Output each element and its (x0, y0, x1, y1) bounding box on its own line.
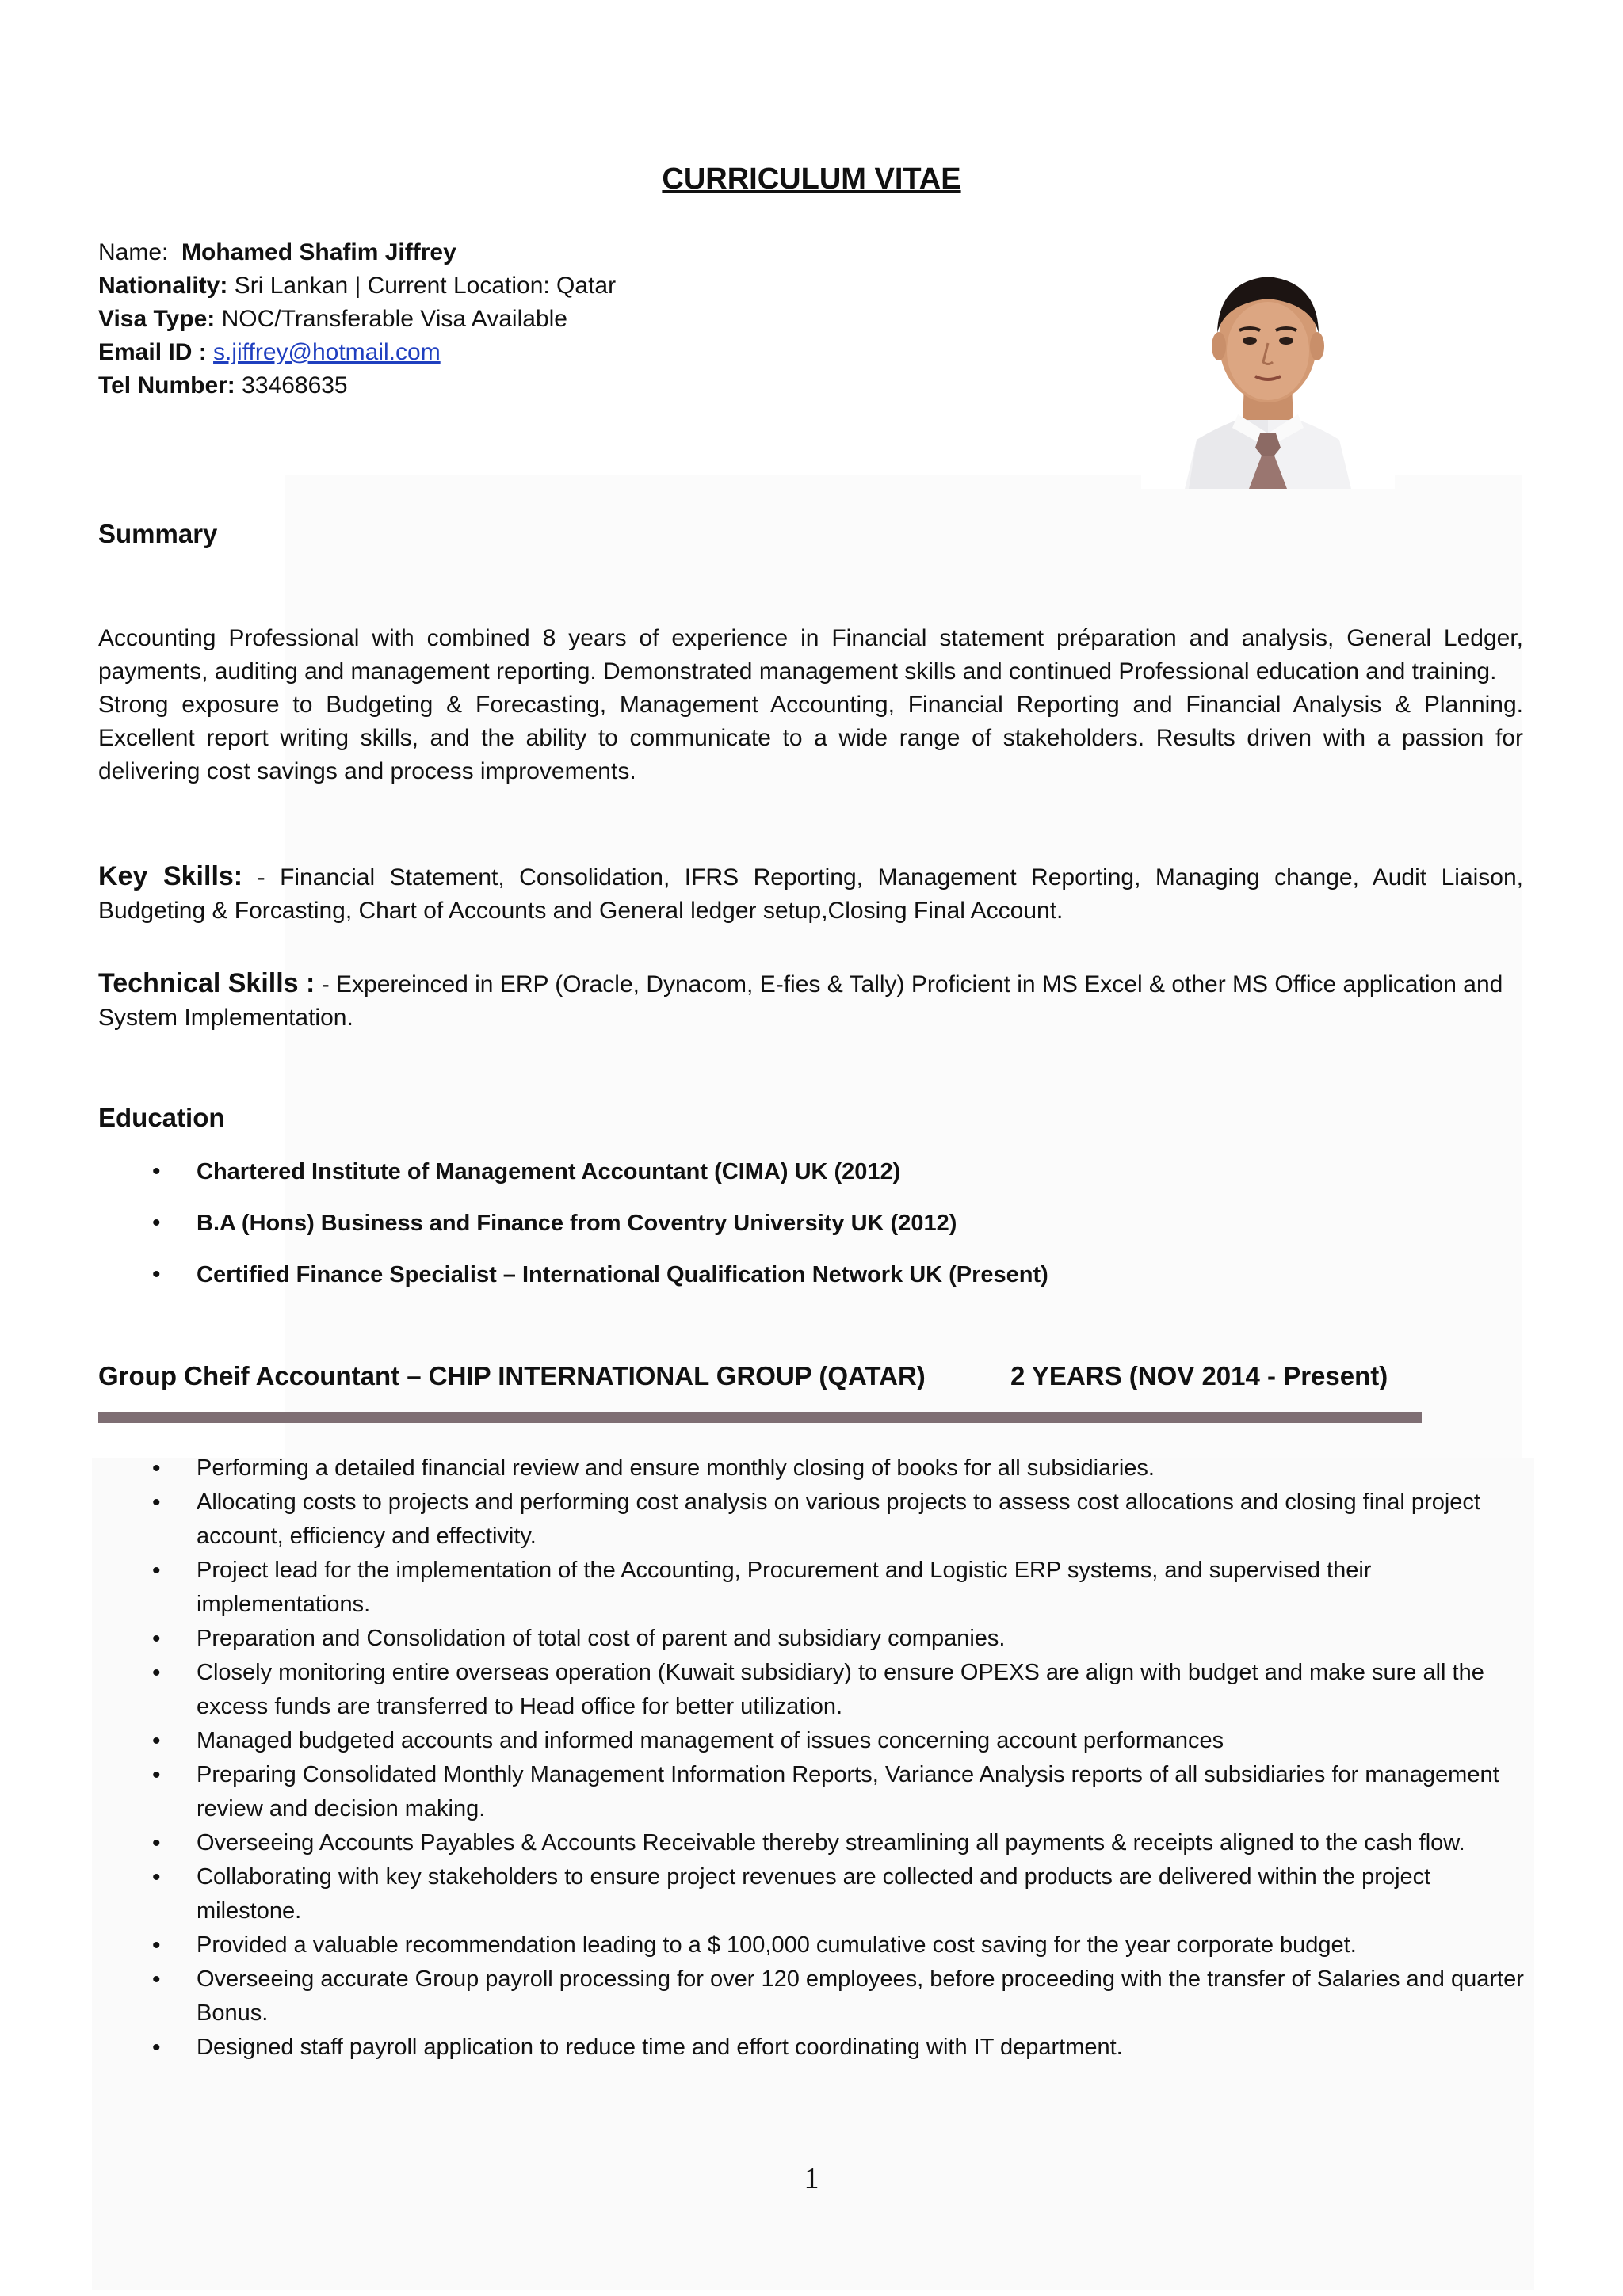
key-skills (98, 860, 1523, 928)
education-item (98, 1258, 1445, 1310)
bullet-icon: • (152, 1489, 161, 1516)
visa-row (98, 303, 616, 336)
list-item-text: Project lead for the implementation of the Accounting, Procurement and Logistic ERP systems, and supervised their implementations. (197, 1558, 1372, 1617)
list-item-text: Managed budgeted accounts and informed management of issues concerning account performances (197, 1728, 1224, 1753)
email-label: Email ID : (98, 339, 207, 365)
education-item (98, 1207, 1445, 1258)
profile-photo (1141, 257, 1395, 489)
tel-row (98, 369, 616, 402)
list-item-text: Allocating costs to projects and performing cost analysis on various projects to assess cost allocations and closing final project account, efficiency and effectivity. (197, 1489, 1480, 1549)
bullet-icon: • (152, 2035, 161, 2061)
list-item-text: Designed staff payroll application to reduce time and effort coordinating with IT department. (197, 2035, 1123, 2060)
list-item-text: Provided a valuable recommendation leading to a $ 100,000 cumulative cost saving for the year corporate budget. (197, 1932, 1357, 1958)
list-item (98, 2031, 1525, 2065)
job-title: Group Cheif Accountant – CHIP INTERNATIONAL GROUP (QATAR) (98, 1361, 926, 1390)
name-row (98, 236, 616, 269)
list-item (98, 1860, 1525, 1928)
summary-text (98, 622, 1523, 788)
education-item-text: Certified Finance Specialist – International Qualification Network UK (Present) (197, 1262, 1048, 1287)
bullet-icon: • (152, 1728, 161, 1754)
bullet-icon: • (152, 1210, 161, 1236)
bullet-icon: • (152, 1762, 161, 1788)
document-title: CURRICULUM VITAE (662, 162, 961, 196)
education-heading: Education (98, 1103, 225, 1132)
key-skills-label: Key Skills: (98, 861, 243, 891)
tel-value: 33468635 (242, 372, 348, 399)
list-item-text: Overseeing Accounts Payables & Accounts Receivable thereby streamlining all payments & receipts aligned to the cash flow. (197, 1830, 1465, 1855)
bullet-icon: • (152, 1558, 161, 1584)
list-item (98, 1962, 1525, 2031)
technical-skills-label: Technical Skills : (98, 968, 315, 998)
summary-paragraph-2: Strong exposure to Budgeting & Forecasting, Management Accounting, Financial Reporting and Financial Analysis & Planning. Excellent report writing skills, and the ability to communicate to a wide range of stakeholders. Results driven with a passion for delivering cost savings and process improvements. (98, 692, 1523, 784)
list-item (98, 1451, 1525, 1486)
list-item (98, 1826, 1525, 1860)
education-item-text: B.A (Hons) Business and Finance from Coventry University UK (2012) (197, 1211, 957, 1236)
nationality-row (98, 269, 616, 303)
education-item-text: Chartered Institute of Management Accountant (CIMA) UK (2012) (197, 1159, 901, 1184)
profile-photo-graphic (1141, 257, 1395, 489)
bullet-icon: • (152, 1261, 161, 1287)
list-item (98, 1622, 1525, 1656)
bullet-icon: • (152, 1864, 161, 1890)
list-item-text: Overseeing accurate Group payroll processing for over 120 employees, before proceeding with the transfer of Salaries and quarter Bonus. (197, 1966, 1524, 2026)
bullet-icon: • (152, 1966, 161, 1993)
technical-skills-text: - Expereinced in ERP (Oracle, Dynacom, E-fies & Tally) Proficient in MS Excel & other MS Office application and System Implementation. (98, 971, 1503, 1031)
list-item (98, 1656, 1525, 1724)
list-item-text: Collaborating with key stakeholders to ensure project revenues are collected and products are delivered within the project milestone. (197, 1864, 1431, 1924)
list-item (98, 1758, 1525, 1826)
job-period: 2 YEARS (NOV 2014 - Present) (1010, 1361, 1388, 1390)
section-divider (98, 1412, 1422, 1423)
bullet-icon: • (152, 1830, 161, 1856)
email-row (98, 336, 616, 369)
bullet-icon: • (152, 1932, 161, 1958)
bullet-icon: • (152, 1455, 161, 1482)
list-item-text: Preparation and Consolidation of total cost of parent and subsidiary companies. (197, 1626, 1006, 1651)
list-item (98, 1928, 1525, 1962)
list-item-text: Preparing Consolidated Monthly Management Information Reports, Variance Analysis reports of all subsidiaries for management review and decision making. (197, 1762, 1499, 1821)
bullet-icon: • (152, 1626, 161, 1652)
tel-label: Tel Number: (98, 372, 235, 399)
list-item-text: Performing a detailed financial review and ensure monthly closing of books for all subsidiaries. (197, 1455, 1155, 1481)
bullet-icon: • (152, 1158, 161, 1184)
education-list (98, 1155, 1445, 1310)
key-skills-text: - Financial Statement, Consolidation, IFRS Reporting, Management Reporting, Managing change, Audit Liaison, Budgeting & Forcasting, Chart of Accounts and General ledger setup,Closing Final Account. (98, 864, 1523, 924)
list-item-text: Closely monitoring entire overseas operation (Kuwait subsidiary) to ensure OPEXS are align with budget and make sure all the excess funds are transferred to Head office for better utilization. (197, 1660, 1484, 1719)
list-item (98, 1724, 1525, 1758)
email-link[interactable]: s.jiffrey@hotmail.com (213, 339, 441, 365)
visa-value: NOC/Transferable Visa Available (221, 306, 567, 332)
list-item (98, 1486, 1525, 1554)
summary-paragraph-1: Accounting Professional with combined 8 years of experience in Financial statement préparation and analysis, General Ledger, payments, auditing and management reporting. Demonstrated management skills and continued Professional education and training. (98, 625, 1523, 685)
summary-heading: Summary (98, 519, 218, 548)
name-label: Name: (98, 239, 169, 265)
education-item (98, 1155, 1445, 1207)
visa-label: Visa Type: (98, 306, 216, 332)
personal-info (98, 236, 616, 402)
page-number: 1 (804, 2162, 819, 2195)
nationality-value: Sri Lankan | Current Location: Qatar (234, 273, 617, 299)
candidate-name: Mohamed Shafim Jiffrey (181, 239, 456, 265)
bullet-icon: • (152, 1660, 161, 1686)
nationality-label: Nationality: (98, 273, 228, 299)
technical-skills (98, 967, 1523, 1035)
job-responsibilities (98, 1451, 1525, 2065)
list-item (98, 1554, 1525, 1622)
